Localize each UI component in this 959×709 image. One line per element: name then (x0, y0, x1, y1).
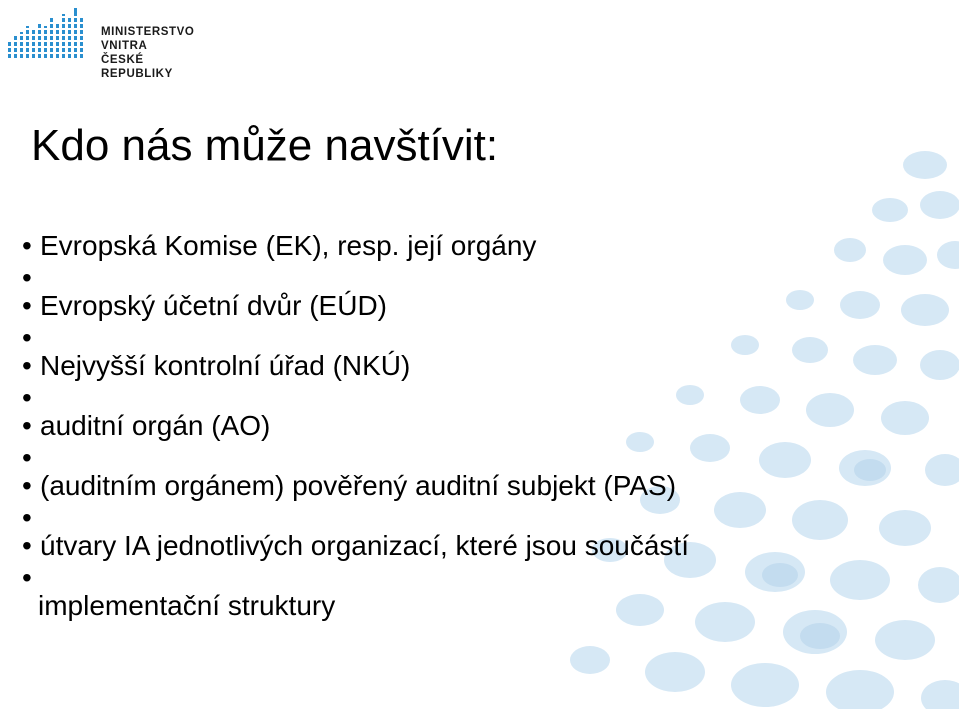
ministry-logo (6, 6, 216, 80)
slide-title: Kdo nás může navštívit: (31, 121, 499, 170)
bullet-item: • útvary IA jednotlivých organizací, které jsou součástí (22, 530, 902, 562)
ministry-logo-text (101, 25, 216, 81)
spacer (22, 502, 902, 530)
bullet-continuation: implementační struktury (38, 590, 336, 621)
bullet-item: • Evropská Komise (EK), resp. její orgány (22, 230, 902, 262)
spacer (22, 442, 902, 470)
spacer (22, 382, 902, 410)
logo-line-2: ČESKÉ REPUBLIKY (101, 54, 173, 80)
bullet-item: • Evropský účetní dvůr (EÚD) (22, 290, 902, 322)
ministry-logo-bars-icon (6, 6, 92, 66)
bullet-item: • Nejvyšší kontrolní úřad (NKÚ) (22, 350, 902, 382)
bullet-list (22, 230, 902, 622)
spacer (22, 562, 902, 590)
bullet-item: • (auditním orgánem) pověřený auditní subjekt (PAS) (22, 470, 902, 502)
logo-line-1: MINISTERSTVO VNITRA (101, 26, 195, 52)
spacer (22, 322, 902, 350)
bullet-item: • auditní orgán (AO) (22, 410, 902, 442)
spacer (22, 262, 902, 290)
